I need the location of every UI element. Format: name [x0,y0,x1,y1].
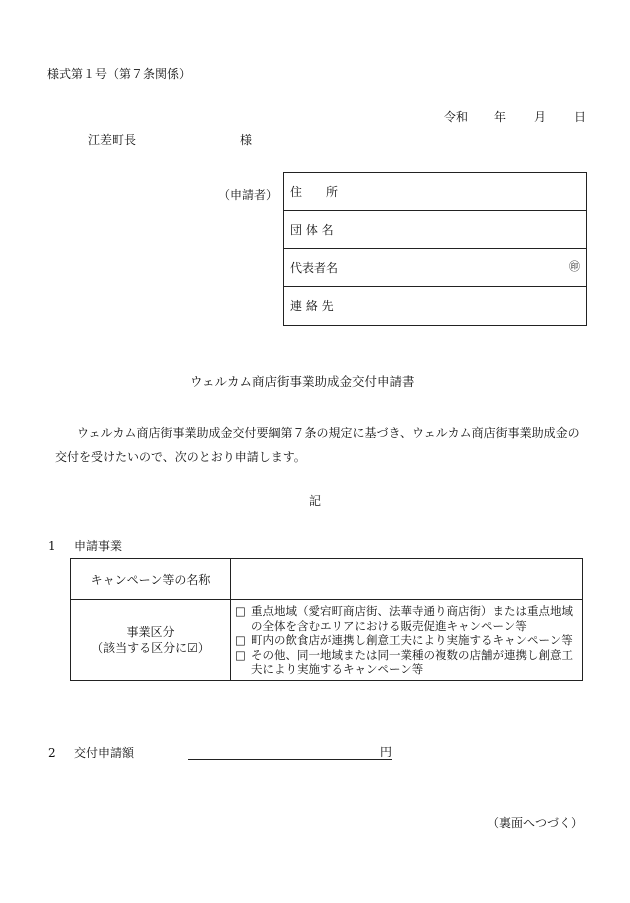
date-year: 年 [494,110,507,124]
category-option-label: その他、同一地域または同一業種の複数の店舗が連携し創意工夫により実施するキャンペーン等 [251,647,573,676]
category-options [231,600,583,681]
applicant-info-box [283,172,587,326]
addressee-honorific: 様 [240,133,253,147]
category-label: 事業区分 [126,624,175,639]
applicant-contact-row[interactable] [284,287,586,326]
checkbox-icon[interactable]: □ [235,633,246,647]
applicant-organization-row[interactable] [284,211,586,249]
section1-number: 1 [48,539,56,553]
campaign-name-label: キャンペーン等の名称 [71,559,231,600]
section2-label: 交付申請額 [74,746,135,760]
date-month: 月 [534,110,547,124]
yen-unit: 円 [379,745,392,759]
applicant-address-label: 住 所 [290,185,339,199]
continued-note: （裏面へつづく） [487,816,584,830]
applicant-address-row[interactable] [284,173,586,211]
form-number: 様式第１号（第７条関係） [47,67,192,81]
table-row [71,559,583,600]
section2-number: 2 [48,746,56,760]
section1-heading [48,540,122,552]
category-option-restaurants[interactable] [235,633,578,648]
section1-title: 申請事業 [74,539,123,553]
applicant-contact-label: 連 絡 先 [290,299,334,313]
category-instruction: （該当する区分に☑） [91,640,210,655]
date-era: 令和 [444,110,469,124]
ki-marker: 記 [309,494,322,508]
section2-heading [48,747,134,759]
applicant-label: （申請者） [218,188,279,202]
applicant-representative-label: 代表者名 [290,261,339,275]
table-row [71,600,583,681]
applicant-organization-label: 団 体 名 [290,223,334,237]
project-table [70,558,583,681]
document-title: ウェルカム商店街事業助成金交付申請書 [190,374,415,389]
campaign-name-field[interactable] [231,559,583,600]
date-line [444,111,586,123]
body-paragraph: ウェルカム商店街事業助成金交付要綱第７条の規定に基づき、ウェルカム商店街事業助成金の交付を受けたいので、次のとおり申請します。 [55,426,580,464]
category-option-priority-area[interactable] [235,604,578,633]
date-day: 日 [574,110,587,124]
category-label-cell [71,600,231,681]
seal-mark-icon: ㊞ [569,260,580,273]
applicant-representative-row[interactable] [284,249,586,287]
category-option-label: 町内の飲食店が連携し創意工夫により実施するキャンペーン等 [251,633,573,647]
category-option-other[interactable] [235,648,578,677]
addressee-name: 江差町長 [88,133,137,147]
checkbox-icon[interactable]: □ [235,604,246,618]
category-option-label: 重点地域（愛宕町商店街、法華寺通り商店街）または重点地域の全体を含むエリアにおける販売促進キャンペーン等 [251,604,573,633]
amount-input-line[interactable] [188,744,392,760]
checkbox-icon[interactable]: □ [235,647,246,662]
